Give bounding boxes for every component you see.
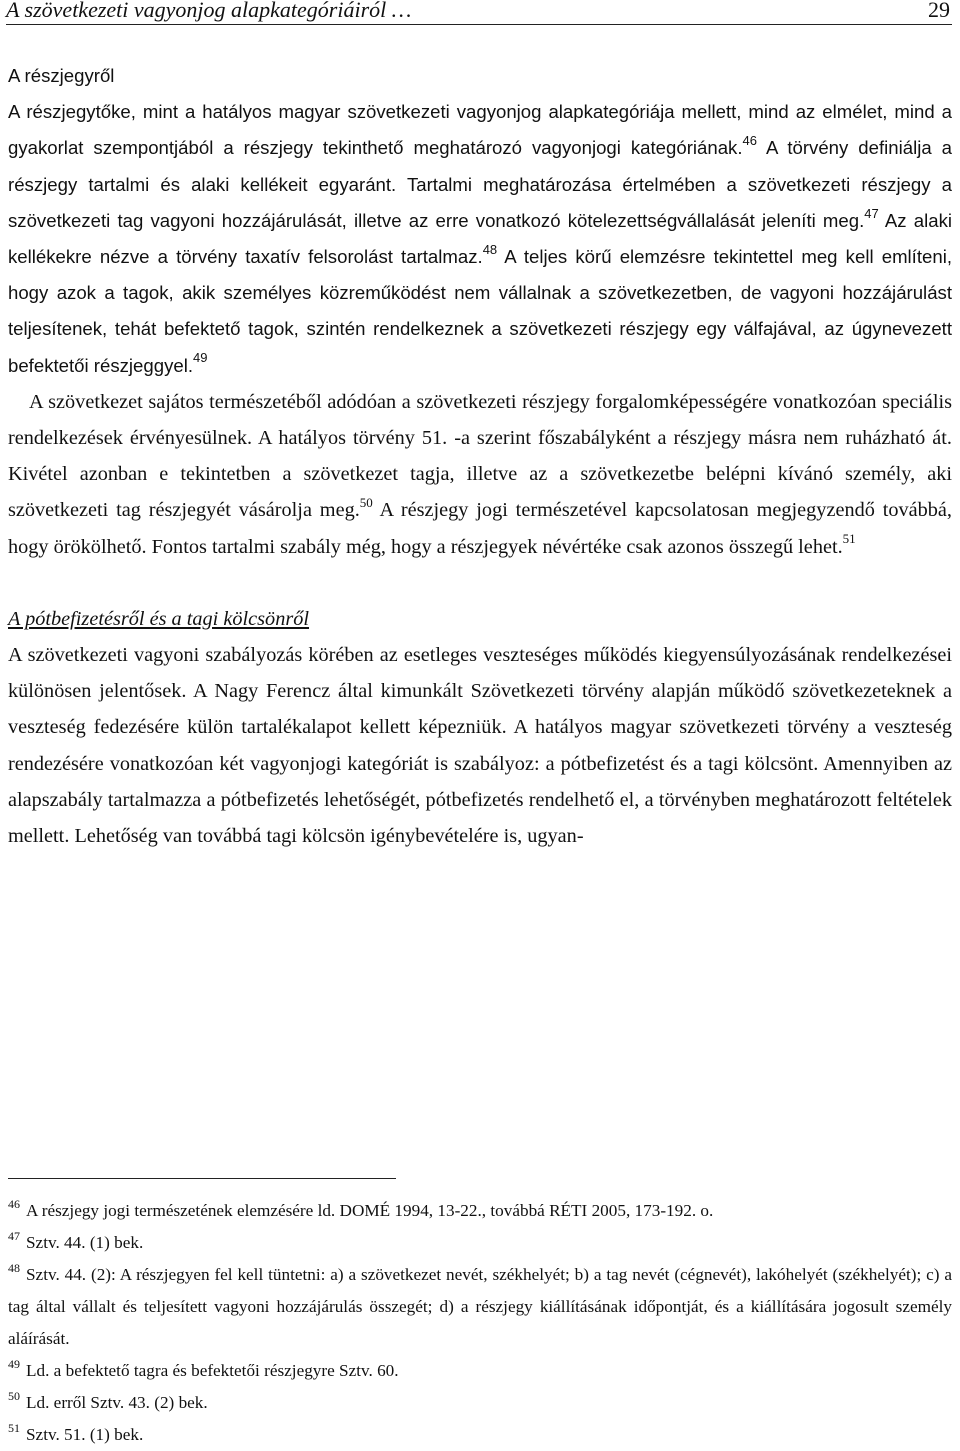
- page-number: 29: [928, 0, 950, 22]
- paragraph-potbefizetes-1: A szövetkezeti vagyoni szabályozás körében az esetleges veszteséges működés kiegyensúlyozásának rendelkezései különösen jelentősek. A Nagy Ferencz által kimunkált Szövetkezeti törvény alapján működő szövetkezeteknek a veszteség fedezésére külön tartalékalapot kellett képezniük. A hatályos magyar szövetkezeti törvény a veszteség rendezésére vonatkozóan két vagyonjogi kategóriát is szabályoz: a pótbefizetést és a tagi kölcsönt. Amennyiben az alapszabály tartalmazza a pótbefizetés lehetőségét, pótbefizetés rendelhető el, a törvényben meghatározott feltételek mellett. Lehetőség van továbbá tagi kölcsön igénybevételére is, ugyan-: [8, 644, 952, 848]
- text-run: A részjegytőke, mint a hatályos magyar szövetkezeti vagyonjog alapkategóriája mellett, mind az elmélet, mind a gyakorlat szempontjából a részjegy tekinthető meghatározó vagyonjogi kategóriának.: [8, 101, 952, 159]
- footnote-ref-51[interactable]: 51: [842, 530, 856, 546]
- text-run: Az alaki kellékekre nézve a törvény taxatív felsorolást tartalmaz.: [8, 209, 953, 268]
- footnote-50: [8, 1387, 952, 1419]
- text-run: A törvény definiálja a részjegy tartalmi és alaki kellékeit egyaránt. Tartalmi meghatározása értelmében a szövetkezeti részjegy a szövetkezeti tag vagyoni hozzájárulását, illetve az erre vonatkozó kötelezettségvállalását jeleníti meg.: [8, 137, 953, 231]
- footnote-separator: [8, 1178, 396, 1179]
- section-heading-potbefizetes: A pótbefizetésről és a tagi kölcsönről: [8, 607, 310, 630]
- section-gap: [8, 565, 952, 601]
- footnote-ref-49[interactable]: 49: [193, 350, 208, 366]
- footnote-number: 47: [8, 1229, 20, 1244]
- footnote-text: Ld. a befektető tagra és befektetői részjegyre Sztv. 60.: [26, 1361, 399, 1380]
- footnote-46: [8, 1195, 952, 1227]
- main-text: [8, 58, 952, 854]
- footnote-48: [8, 1259, 952, 1355]
- footnote-text: A részjegy jogi természetének elemzésére ld. DOMÉ 1994, 13-22., továbbá RÉTI 2005, 173-192. o.: [26, 1201, 714, 1220]
- text-run: A részjegy jogi természetével kapcsolatosan megjegyzendő továbbá, hogy örökölhető. Fontos tartalmi szabály még, hogy a részjegyek névértéke csak azonos összegű lehet.: [8, 499, 952, 558]
- footnote-51: [8, 1419, 952, 1451]
- footnote-text: Sztv. 51. (1) bek.: [26, 1425, 144, 1444]
- section-heading-reszjegy: A részjegyről: [8, 65, 115, 86]
- text-run: A teljes körű elemzésre tekintettel meg kell említeni, hogy azok a tagok, akik személyes közreműködést nem vállalnak a szövetkezetben, de vagyoni hozzájárulást teljesítenek, tehát befektető tagok, szintén rendelkeznek a szövetkezeti részjegy egy válfajával, az úgynevezett befektetői részjeggyel.: [8, 246, 952, 376]
- footnote-number: 49: [8, 1357, 20, 1372]
- footnote-number: 46: [8, 1197, 20, 1212]
- footnote-text: Sztv. 44. (1) bek.: [26, 1233, 144, 1252]
- footnote-ref-47[interactable]: 47: [864, 205, 879, 221]
- paragraph-reszjegy-1: [8, 94, 952, 384]
- footnote-ref-48[interactable]: 48: [482, 241, 498, 257]
- footnote-47: [8, 1227, 952, 1259]
- footnote-ref-50[interactable]: 50: [359, 494, 373, 510]
- text-run: A szövetkezet sajátos természetéből adódóan a szövetkezeti részjegy forgalomképességére vonatkozóan speciális rendelkezések érvényesülnek. A hatályos törvény 51. -a szerint főszabályként a részjegy másra nem ruházható át. Kivétel azonban e tekintetben a szövetkezet tagja, illetve az a szövetkezetbe belépni kívánó személy, aki szövetkezeti tag részjegyét vásárolja meg.: [8, 390, 952, 522]
- footnote-ref-46[interactable]: 46: [742, 133, 757, 149]
- paragraph-reszjegy-2: [8, 384, 952, 565]
- footnote-text: Sztv. 44. (2): A részjegyen fel kell tüntetni: a) a szövetkezet nevét, székhelyét; b) a tag nevét (cégnevét), lakóhelyét (székhelyét); c) a tag által vállalt és teljesített vagyoni hozzájárulás összegét; d) a részjegy kiállításának időpontját, és a kiállítására jogosult személy aláírását.: [8, 1265, 952, 1348]
- running-header: [6, 0, 952, 25]
- footnote-49: [8, 1355, 952, 1387]
- header-title: A szövetkezeti vagyonjog alapkategóriáiról …: [6, 0, 412, 22]
- footnote-text: Ld. erről Sztv. 43. (2) bek.: [26, 1393, 208, 1412]
- footnote-number: 48: [8, 1261, 20, 1276]
- footnote-number: 51: [8, 1421, 20, 1436]
- footnotes: [8, 1195, 952, 1451]
- footnote-number: 50: [8, 1389, 20, 1404]
